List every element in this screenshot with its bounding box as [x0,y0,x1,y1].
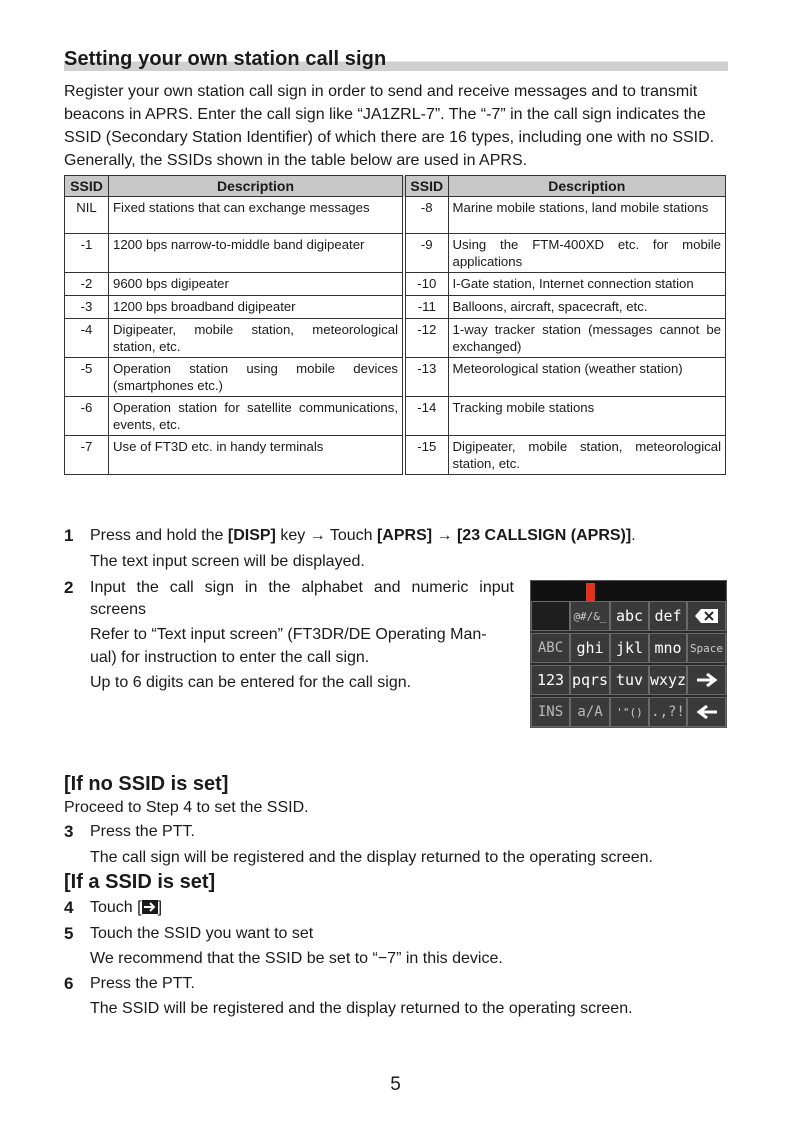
key-punct: .,?! [649,697,687,727]
step-text: Touch the SSID you want to set [90,925,314,942]
table-row [65,234,726,273]
description-cell: I-Gate station, Internet connection station [448,273,725,296]
table-row [65,296,726,319]
table-header-row [65,176,726,197]
ssid-cell: NIL [65,197,109,234]
ssid-cell: -8 [404,197,448,234]
table-row [65,197,726,234]
step-5-note: We recommend that the SSID be set to “−7” in this device. [90,950,503,967]
description-cell: Balloons, aircraft, spacecraft, etc. [448,296,725,319]
input-cursor [586,583,595,601]
ssid-cell: -13 [404,358,448,397]
table-row [65,397,726,436]
step-number: 4 [64,898,74,917]
key-abc: abc [610,601,649,631]
key-case: a/A [570,697,610,727]
step-1-note: The text input screen will be displayed. [90,553,365,570]
description-cell: Fixed stations that can exchange messages [109,197,405,234]
description-cell: Using the FTM-400XD etc. for mobile applications [448,234,725,273]
step-text-part: Press and hold the [90,527,228,544]
key-def: def [649,601,687,631]
key-ABC: ABC [531,633,570,663]
no-ssid-heading: [If no SSID is set] [64,773,229,795]
table-row [65,358,726,397]
ssid-cell: -11 [404,296,448,319]
step-text: Input the call sign in the alphabet and numeric input [90,579,514,596]
description-cell: 9600 bps digipeater [109,273,405,296]
step-2-note: ual) for instruction to enter the call sign. [90,649,370,666]
description-cell: Digipeater, mobile station, meteorological station, etc. [109,319,405,358]
aprs-key-label: [APRS] [376,527,433,544]
description-cell: Operation station using mobile devices (smartphones etc.) [109,358,405,397]
backspace-icon [687,601,726,631]
right-arrow-icon [687,665,726,695]
step-2-text-cont: screens [90,601,147,618]
step-6-note: The SSID will be registered and the display returned to the operating screen. [90,1000,633,1017]
step-text-part: . [631,527,636,544]
step-2-note: Up to 6 digits can be entered for the call sign. [90,674,412,691]
section-title: Setting your own station call sign [64,47,728,71]
description-cell: 1200 bps narrow-to-middle band digipeater [109,234,405,273]
step-text [90,525,636,547]
step-number: 3 [64,822,74,841]
table-row [65,436,726,475]
ssid-cell: -7 [65,436,109,475]
intro-paragraph: Register your own station call sign in order to send and receive messages and to transmit beacons in APRS. Enter the call sign like “JA1ZRL-7”. The “-7” in the call sign indicates the SSID (Secondary Station Identifier) of which there are 16 types, including one with no SSID. Generally, the SSIDs shown in the table below are used in APRS. [64,83,715,169]
ssid-cell: -6 [65,397,109,436]
ssid-cell: -1 [65,234,109,273]
description-cell: Digipeater, mobile station, meteorological station, etc. [448,436,725,475]
ssid-heading: [If a SSID is set] [64,871,216,893]
arrow-text: → [432,527,457,544]
description-cell: Operation station for satellite communications, events, etc. [109,397,405,436]
right-arrow-icon [142,900,158,914]
ssid-cell: -12 [404,319,448,358]
no-ssid-text: Proceed to Step 4 to set the SSID. [64,799,309,816]
key-symbols: @#/&_ [570,601,610,631]
key-123: 123 [531,665,570,695]
ssid-table [64,175,726,475]
header-description: Description [448,176,725,197]
step-text: Press the PTT. [90,823,195,840]
page-number: 5 [390,1074,401,1095]
ssid-cell: -15 [404,436,448,475]
description-cell: Use of FT3D etc. in handy terminals [109,436,405,475]
ssid-cell: -10 [404,273,448,296]
key-quotes: '"() [610,697,649,727]
key-tuv: tuv [610,665,649,695]
ssid-cell: -2 [65,273,109,296]
key-wxyz: wxyz [649,665,687,695]
table-row [65,273,726,296]
step-3-note: The call sign will be registered and the display returned to the operating screen. [90,849,653,866]
ssid-cell: -3 [65,296,109,319]
disp-key-label: [DISP] [227,527,276,544]
step-text: Press the PTT. [90,975,195,992]
step-text [90,897,162,919]
key-ghi: ghi [570,633,610,663]
key-blank [531,601,570,631]
ssid-cell: -5 [65,358,109,397]
description-cell: 1200 bps broadband digipeater [109,296,405,319]
ssid-cell: -9 [404,234,448,273]
step-number: 2 [64,578,74,597]
description-cell: Meteorological station (weather station) [448,358,725,397]
ssid-cell: -14 [404,397,448,436]
step-text-part: ] [157,899,163,916]
step-2-note: Refer to “Text input screen” (FT3DR/DE Operating Man- [90,626,487,643]
table-row [65,319,726,358]
key-space: Space [687,633,726,663]
header-ssid: SSID [404,176,448,197]
left-arrow-icon [687,697,726,727]
description-cell: 1-way tracker station (messages cannot be exchanged) [448,319,725,358]
key-ins: INS [531,697,570,727]
description-cell: Tracking mobile stations [448,397,725,436]
key-mno: mno [649,633,687,663]
step-text-part: Touch [ [90,899,142,916]
key-jkl: jkl [610,633,649,663]
callsign-menu-label: [23 CALLSIGN (APRS)] [456,527,632,544]
step-text-part: key → Touch [275,527,377,544]
step-number: 5 [64,924,74,943]
step-number: 6 [64,974,74,993]
header-description: Description [109,176,405,197]
text-input-screen-image [530,580,727,728]
step-number: 1 [64,526,74,545]
key-pqrs: pqrs [570,665,610,695]
description-cell: Marine mobile stations, land mobile stations [448,197,725,234]
header-ssid: SSID [65,176,109,197]
ssid-cell: -4 [65,319,109,358]
input-field [531,581,726,601]
